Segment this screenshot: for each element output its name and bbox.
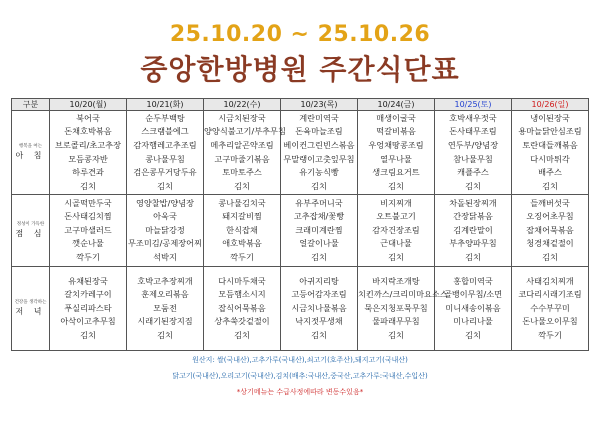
menu-item: 석박지 (153, 251, 177, 262)
menu-item: 김치 (465, 180, 481, 191)
menu-item: 메추리알곤약조림 (210, 139, 274, 150)
menu-cell (127, 111, 204, 195)
menu-item: 모듬햄소시지 (218, 289, 266, 300)
menu-item: 크래미계란찜 (295, 224, 343, 235)
day-header-saturday: 10/25(토) (435, 99, 512, 111)
menu-cell (204, 111, 286, 195)
menu-item: 모듬콩자반 (68, 153, 108, 164)
menu-item: 시금치나물볶음 (291, 302, 347, 313)
day-header: 10/21(화) (127, 99, 204, 111)
meal-name: 점 심 (15, 229, 46, 238)
menu-item: 영양찰밥/양념장 (135, 197, 195, 208)
day-header: 10/22(수) (204, 99, 281, 111)
menu-cell (435, 195, 512, 267)
origin-line-2: 닭고기(국내산),오리고기(국내산),김치(배추:국내산,중국산,고추가루:국내산,수입산) (172, 372, 428, 380)
day-header-row (12, 99, 589, 111)
menu-item: 생크림요거트 (372, 167, 420, 178)
menu-item: 콩나물무침 (145, 153, 185, 164)
menu-cell (127, 267, 204, 351)
menu-item: 우엉채땅콩조림 (368, 139, 424, 150)
menu-item: 얼갈이나물 (299, 238, 339, 249)
menu-item: 깻순나물 (72, 238, 104, 249)
menu-item: 시골떡만두국 (64, 197, 112, 208)
menu-item: 잡채어묵볶음 (526, 224, 574, 235)
menu-item: 들깨버섯국 (530, 197, 570, 208)
menu-cell (204, 267, 281, 351)
menu-item: 용마늘닭안심조림 (518, 126, 582, 137)
meal-sub-label: 건강을 생각하는 (14, 300, 47, 305)
menu-item: 김치 (388, 329, 404, 340)
menu-item: 깍두기 (538, 329, 562, 340)
menu-cell (281, 195, 358, 267)
menu-item: 열무나물 (380, 153, 412, 164)
day-header-sunday: 10/26(일) (512, 99, 589, 111)
menu-item: 브로콜리/초고추장 (54, 139, 122, 150)
menu-item: 근대나물 (380, 238, 412, 249)
day-header: 10/20(월) (50, 99, 127, 111)
menu-item: 김치 (311, 180, 327, 191)
meal-name: 저 녁 (15, 307, 46, 316)
menu-item: 미니새송이볶음 (445, 302, 501, 313)
menu-cell (50, 267, 127, 351)
menu-item: 김치 (157, 180, 173, 191)
menu-item: 모둠전 (153, 302, 177, 313)
menu-item: 코다리시래기조림 (518, 289, 582, 300)
menu-item: 김치 (311, 329, 327, 340)
menu-cell (512, 195, 589, 267)
menu-item: 김치 (542, 251, 558, 262)
menu-item: 골뱅이무침/소면 (443, 289, 503, 300)
menu-item: 깍두기 (76, 251, 100, 262)
menu-item: 물파래무무침 (372, 316, 420, 327)
menu-item: 미나리나물 (453, 316, 493, 327)
menu-item: 검은콩무거당두유 (133, 167, 197, 178)
menu-item: 오트불고기 (376, 211, 416, 222)
menu-item: 아욱국 (153, 211, 177, 222)
menu-cell (50, 111, 127, 195)
menu-item: 한식잡채 (226, 224, 258, 235)
menu-item: 무조미김/공제장어찌 (128, 238, 202, 249)
menu-item: 깍두기 (230, 251, 254, 262)
menu-item: 다시마튀각 (530, 153, 570, 164)
meal-row (12, 195, 589, 267)
menu-item: 돈사태무조림 (449, 126, 497, 137)
menu-item: 돼지갈비찜 (222, 211, 262, 222)
menu-cell (50, 195, 127, 267)
menu-item: 북어국 (76, 112, 100, 123)
menu-item: 돈나물오이무침 (522, 316, 578, 327)
menu-item: 훈제오리볶음 (141, 289, 189, 300)
menu-item: 김치 (465, 251, 481, 262)
meal-sub-label: 행복을 여는 (18, 144, 43, 149)
day-header: 10/23(목) (281, 99, 358, 111)
menu-item: 유부주머니국 (295, 197, 343, 208)
menu-item: 다시마두채국 (218, 275, 266, 286)
menu-item: 김치 (542, 180, 558, 191)
menu-body (12, 111, 589, 351)
menu-item: 아귀지리탕 (299, 275, 339, 286)
page-title: 중앙한방병원 주간식단표 (140, 53, 460, 86)
day-header: 10/24(금) (358, 99, 435, 111)
menu-item: 묵은지청포묵무침 (364, 302, 428, 313)
menu-cell (435, 111, 512, 195)
menu-item: 김치 (80, 329, 96, 340)
menu-item: 간장닭볶음 (453, 211, 493, 222)
menu-item: 무말랭이고춧잎무침 (283, 153, 355, 164)
menu-item: 감자햄레고추조림 (133, 139, 197, 150)
menu-item: 돈육마늘조림 (295, 126, 343, 137)
menu-cell (358, 195, 435, 267)
menu-item: 떡갈비볶음 (376, 126, 416, 137)
menu-item: 낙지젓무생채 (295, 316, 343, 327)
menu-cell (512, 111, 589, 195)
menu-item: 계란미역국 (299, 112, 339, 123)
menu-item: 사태김치찌개 (526, 275, 574, 286)
menu-item: 치킨까스/크리미마요소스 (358, 289, 448, 300)
menu-item: 고등어감자조림 (291, 289, 347, 300)
menu-item: 하루견과 (72, 167, 104, 178)
menu-item: 김치 (311, 251, 327, 262)
meal-row (12, 111, 589, 195)
menu-item: 매생이굴국 (376, 112, 416, 123)
menu-item: 비지찌개 (380, 197, 412, 208)
menu-cell (358, 267, 448, 351)
meal-label (12, 267, 50, 351)
menu-item: 수수부꾸미 (530, 302, 570, 313)
origin-line-1: 원산지: 쌀(국내산),고추가루(국내산),쇠고기(호주산),돼지고기(국내산) (192, 356, 408, 364)
menu-item: 상추쑥갓겉절이 (214, 316, 270, 327)
menu-cell (512, 267, 589, 351)
menu-change-note: *상기메뉴는 수급사정에따라 변동수있음* (236, 388, 364, 396)
menu-item: 김치 (388, 251, 404, 262)
menu-item: 김치 (234, 180, 250, 191)
menu-item: 갈치카레구이 (64, 289, 112, 300)
menu-item: 푸실리파스타 (64, 302, 112, 313)
menu-cell (281, 111, 358, 195)
menu-item: 호박새우젓국 (449, 112, 497, 123)
menu-item: 토마토주스 (222, 167, 262, 178)
menu-item: 오징어초무침 (526, 211, 574, 222)
menu-item: 시래기된장지짐 (137, 316, 193, 327)
menu-item: 냉이된장국 (530, 112, 570, 123)
meal-name: 아 침 (15, 151, 46, 160)
menu-item: 김치 (465, 329, 481, 340)
meal-sub-label: 정성이 가득한 (16, 222, 45, 227)
menu-cell (281, 267, 358, 351)
menu-item: 애호박볶음 (222, 238, 262, 249)
menu-item: 시금치된장국 (218, 112, 266, 123)
menu-item: 콩나물김치국 (218, 197, 266, 208)
menu-item: 호박고추장찌개 (137, 275, 193, 286)
menu-item: 김치 (80, 180, 96, 191)
menu-item: 캐플주스 (457, 167, 489, 178)
meal-label (12, 111, 50, 195)
menu-item: 유기농식빵 (299, 167, 339, 178)
menu-item: 순두부백탕 (145, 112, 185, 123)
meal-label (12, 195, 50, 267)
menu-item: 돈채호박볶음 (64, 126, 112, 137)
menu-cell (358, 111, 435, 195)
menu-item: 고구마샐러드 (64, 224, 112, 235)
menu-item: 감자건장조림 (372, 224, 420, 235)
menu-cell (204, 195, 281, 267)
menu-item: 배주스 (538, 167, 562, 178)
menu-item: 스크램블에그 (141, 126, 189, 137)
menu-item: 고추잡채/꽃빵 (293, 211, 345, 222)
weekly-menu-table (11, 98, 589, 351)
menu-item: 잡식어묵볶음 (218, 302, 266, 313)
menu-item: 김치 (157, 329, 173, 340)
menu-item: 고구마줄기볶음 (214, 153, 270, 164)
menu-cell (435, 267, 512, 351)
menu-item: 홍합미역국 (453, 275, 493, 286)
corner-label: 구분 (12, 99, 50, 111)
date-range: 25.10.20 ~ 25.10.26 (169, 22, 431, 47)
menu-item: 유채된장국 (68, 275, 108, 286)
menu-item: 차돌된장찌개 (449, 197, 497, 208)
menu-item: 김계란말이 (453, 224, 493, 235)
menu-cell (127, 195, 204, 267)
menu-item: 양양식불고기/부추무침 (204, 126, 286, 137)
meal-row (12, 267, 589, 351)
menu-item: 김치 (234, 329, 250, 340)
menu-item: 마늘닭강정 (145, 224, 185, 235)
menu-item: 참나물무침 (453, 153, 493, 164)
menu-item: 연두부/양념장 (447, 139, 499, 150)
menu-item: 부추양파무침 (449, 238, 497, 249)
menu-item: 돈사태김치찜 (64, 211, 112, 222)
menu-item: 베이컨그린빈스볶음 (283, 139, 355, 150)
menu-item: 김치 (388, 180, 404, 191)
menu-item: 아삭이고추무침 (60, 316, 116, 327)
menu-item: 바지락조개탕 (372, 275, 420, 286)
menu-item: 토란대들깨볶음 (522, 139, 578, 150)
menu-item: 청경채겉절이 (526, 238, 574, 249)
